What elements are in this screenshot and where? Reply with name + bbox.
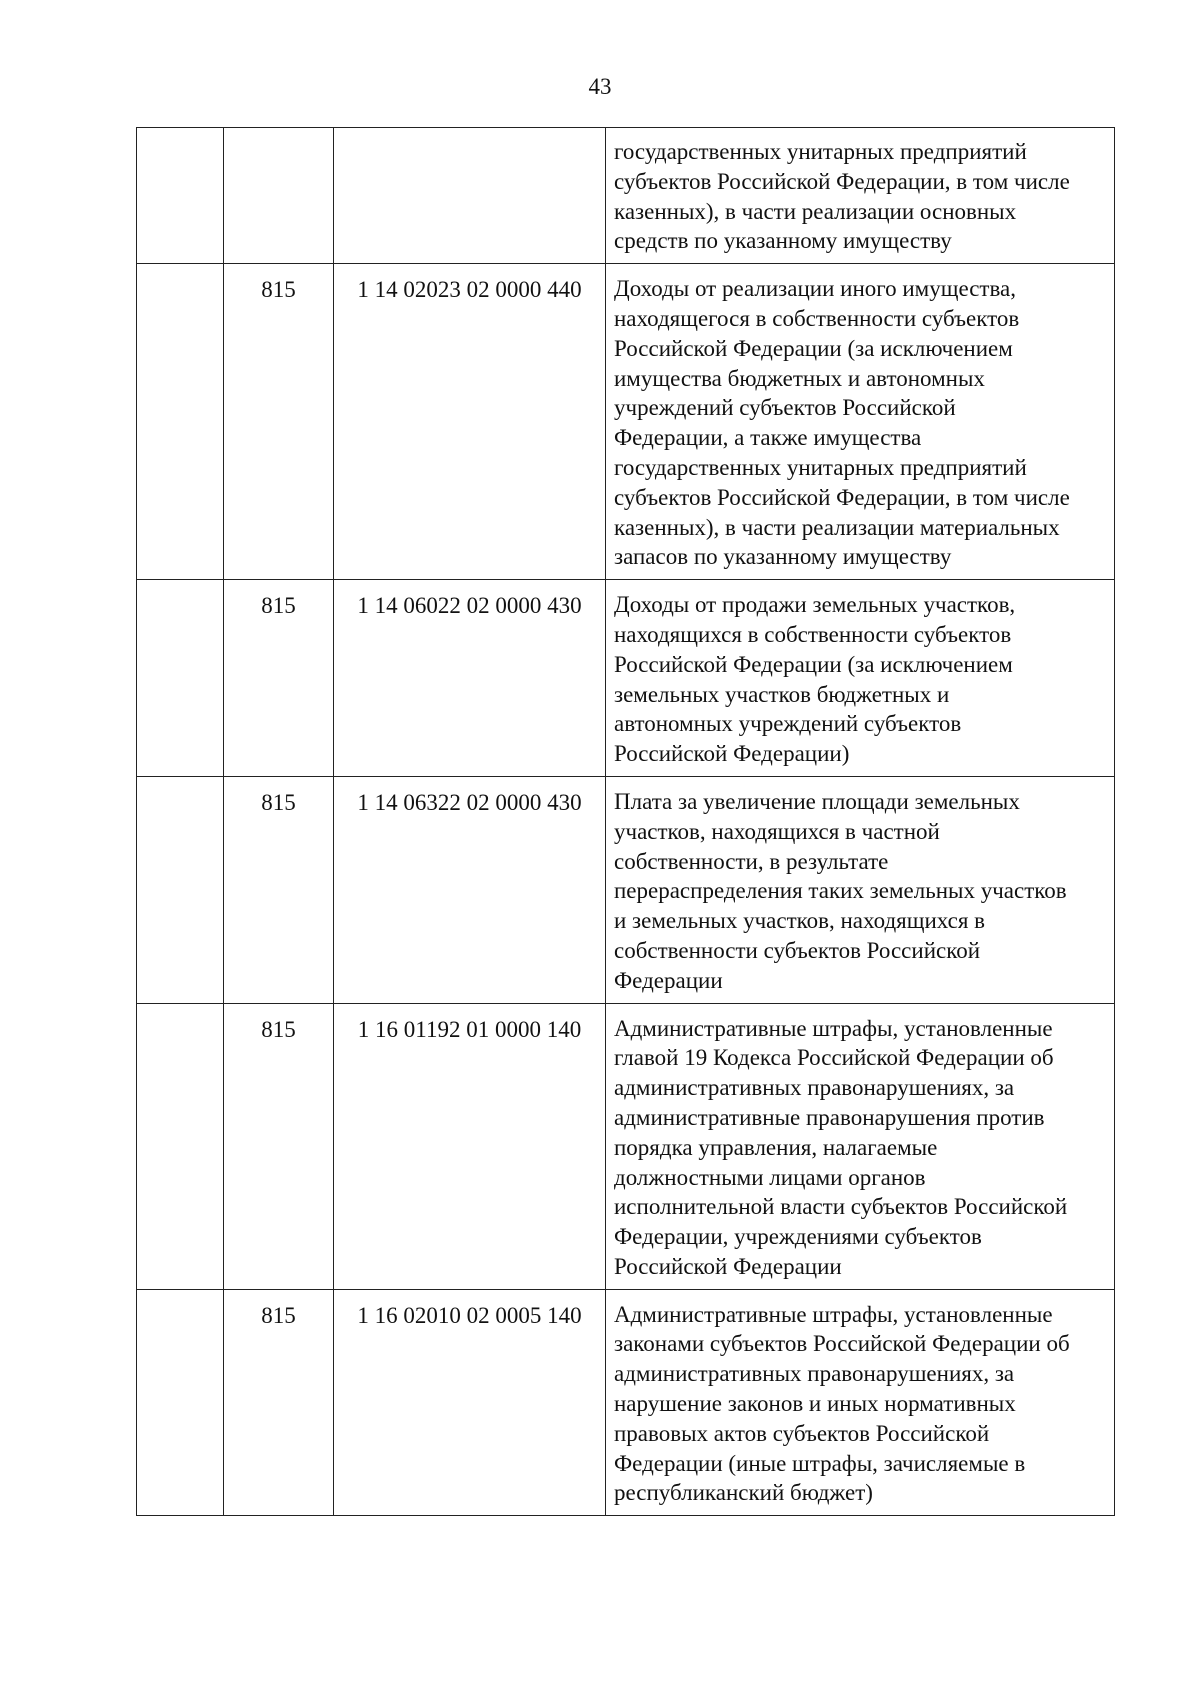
description-line: собственности, в результате <box>614 848 889 874</box>
description-line: Российской Федерации <box>614 1253 842 1279</box>
table-row <box>137 128 1115 264</box>
description-line: Доходы от продажи земельных участков, <box>614 592 1016 618</box>
description-line: Федерации, учреждениями субъектов <box>614 1224 982 1250</box>
administrator-code-cell: 815 <box>224 264 334 580</box>
table-row <box>137 1003 1115 1289</box>
description-line: казенных), в части реализации основных <box>614 198 1017 224</box>
description-line: средств по указанному имуществу <box>614 228 952 254</box>
description-line: запасов по указанному имуществу <box>614 544 952 570</box>
budget-classification-code-cell <box>334 128 606 264</box>
description-line: казенных), в части реализации материальных <box>614 514 1060 540</box>
revenue-description <box>606 1290 1114 1516</box>
description-line: находящихся в собственности субъектов <box>614 621 1012 647</box>
revenue-description <box>606 128 1114 263</box>
revenue-codes-table <box>136 127 1115 1516</box>
description-line: республиканский бюджет) <box>614 1480 873 1506</box>
description-line: административных правонарушениях, за <box>614 1361 1015 1387</box>
description-line: правовых актов субъектов Российской <box>614 1420 990 1446</box>
description-line: Административные штрафы, установленные <box>614 1015 1053 1041</box>
description-line: Федерации <box>614 967 723 993</box>
description-line: главой 19 Кодекса Российской Федерации об <box>614 1045 1054 1071</box>
budget-classification-code-cell: 1 16 01192 01 0000 140 <box>334 1003 606 1289</box>
table-row <box>137 1289 1115 1516</box>
description-line: государственных унитарных предприятий <box>614 139 1027 164</box>
description-line: административные правонарушения против <box>614 1104 1045 1130</box>
revenue-description <box>606 264 1114 579</box>
description-line: Федерации, а также имущества <box>614 425 922 451</box>
administrator-code-cell: 815 <box>224 1289 334 1516</box>
row-number-cell <box>137 776 224 1003</box>
administrator-code-cell: 815 <box>224 580 334 777</box>
row-number-cell <box>137 264 224 580</box>
description-line: Административные штрафы, установленные <box>614 1301 1053 1327</box>
description-line: субъектов Российской Федерации, в том числе <box>614 484 1070 510</box>
description-line: государственных унитарных предприятий <box>614 454 1027 480</box>
budget-classification-code-cell: 1 14 06022 02 0000 430 <box>334 580 606 777</box>
page-number: 43 <box>588 74 612 99</box>
row-number-cell <box>137 1003 224 1289</box>
administrator-code-cell <box>224 128 334 264</box>
description-line: и земельных участков, находящихся в <box>614 908 986 934</box>
description-line: административных правонарушениях, за <box>614 1075 1015 1101</box>
description-line: перераспределения таких земельных участков <box>614 878 1067 904</box>
revenue-description <box>606 777 1114 1003</box>
revenue-description-cell <box>606 776 1115 1003</box>
description-line: Доходы от реализации иного имущества, <box>614 276 1016 302</box>
revenue-description <box>606 1004 1114 1289</box>
description-line: участков, находящихся в частной <box>614 818 940 844</box>
description-line: земельных участков бюджетных и <box>614 681 950 707</box>
description-line: собственности субъектов Российской <box>614 937 981 963</box>
budget-classification-code-cell: 1 14 06322 02 0000 430 <box>334 776 606 1003</box>
description-line: Российской Федерации (за исключением <box>614 651 1013 677</box>
description-line: учреждений субъектов Российской <box>614 395 956 421</box>
row-number-cell <box>137 1289 224 1516</box>
revenue-description <box>606 580 1114 776</box>
revenue-description-cell <box>606 128 1115 264</box>
table-row <box>137 776 1115 1003</box>
description-line: Российской Федерации) <box>614 741 850 767</box>
revenue-description-cell <box>606 580 1115 777</box>
description-line: Федерации (иные штрафы, зачисляемые в <box>614 1450 1026 1476</box>
description-line: законами субъектов Российской Федерации об <box>614 1331 1070 1357</box>
row-number-cell <box>137 128 224 264</box>
description-line: Российской Федерации (за исключением <box>614 335 1013 361</box>
administrator-code-cell: 815 <box>224 776 334 1003</box>
table-row <box>137 580 1115 777</box>
description-line: имущества бюджетных и автономных <box>614 365 985 391</box>
description-line: должностными лицами органов <box>614 1164 926 1190</box>
revenue-description-cell <box>606 264 1115 580</box>
description-line: находящегося в собственности субъектов <box>614 305 1020 331</box>
revenue-description-cell <box>606 1003 1115 1289</box>
revenue-description-cell <box>606 1289 1115 1516</box>
table-body <box>137 128 1115 1516</box>
description-line: исполнительной власти субъектов Российской <box>614 1194 1068 1220</box>
description-line: порядка управления, налагаемые <box>614 1134 938 1160</box>
administrator-code-cell: 815 <box>224 1003 334 1289</box>
description-line: автономных учреждений субъектов <box>614 711 962 737</box>
budget-classification-code-cell: 1 16 02010 02 0005 140 <box>334 1289 606 1516</box>
description-line: субъектов Российской Федерации, в том числе <box>614 168 1070 194</box>
description-line: Плата за увеличение площади земельных <box>614 788 1020 814</box>
budget-classification-code-cell: 1 14 02023 02 0000 440 <box>334 264 606 580</box>
description-line: нарушение законов и иных нормативных <box>614 1391 1016 1417</box>
table-row <box>137 264 1115 580</box>
row-number-cell <box>137 580 224 777</box>
